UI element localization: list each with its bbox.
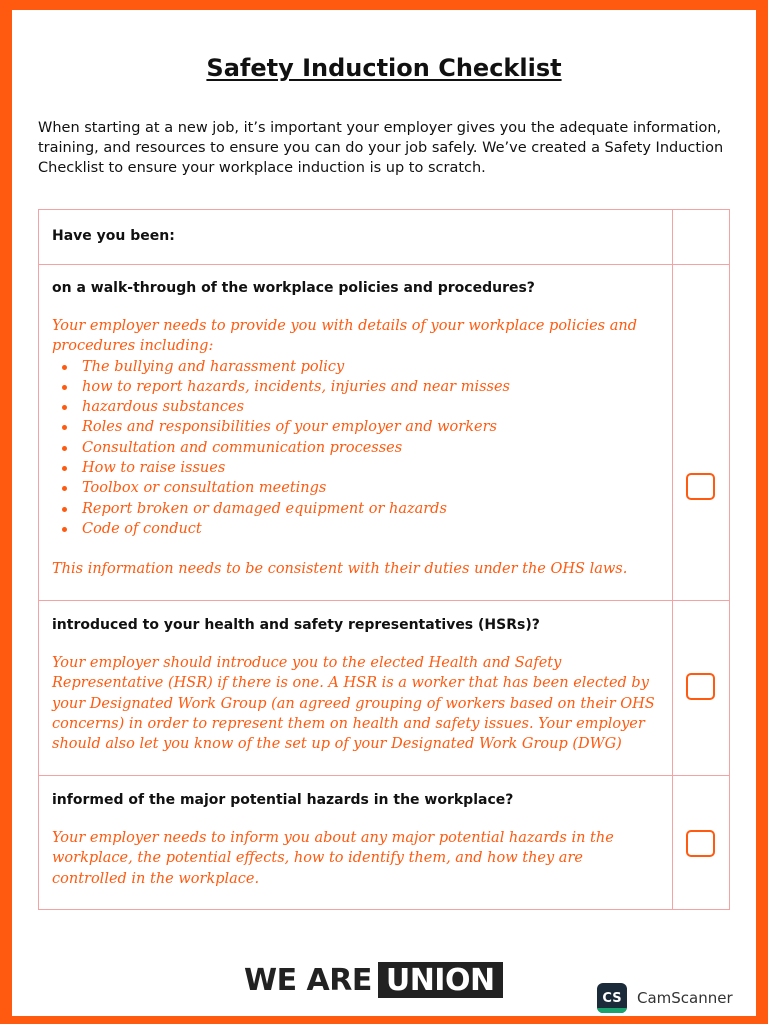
list-item: Toolbox or consultation meetings	[52, 478, 662, 498]
header-cell	[39, 210, 673, 265]
description-3: Your employer needs to inform you about any major potential hazards in the workplace, the potential effects, how to identify them, and how they are controlled in the workplace.	[52, 830, 614, 887]
bullet-icon	[62, 527, 67, 532]
check-cell	[673, 776, 730, 910]
check-cell	[673, 265, 730, 601]
bullet-list	[52, 357, 662, 540]
camscanner-icon: CS	[597, 983, 627, 1013]
bullet-icon	[62, 385, 67, 390]
table-row	[39, 776, 730, 910]
description-1	[52, 316, 662, 580]
bullet-icon	[62, 486, 67, 491]
bullet-icon	[62, 466, 67, 471]
bullet-icon	[62, 446, 67, 451]
checkbox-policies-walkthrough[interactable]	[686, 473, 715, 500]
checklist-header: Have you been:	[52, 228, 175, 244]
check-cell	[673, 601, 730, 776]
question-3: informed of the major potential hazards in the workplace?	[52, 792, 514, 808]
question-1: on a walk-through of the workplace policies and procedures?	[52, 280, 535, 296]
page-title: Safety Induction Checklist	[206, 54, 562, 82]
camscanner-watermark	[597, 983, 733, 1013]
description-1-text: Your employer needs to provide you with details of your workplace policies and procedures including:	[52, 318, 637, 355]
list-item: How to raise issues	[52, 458, 662, 478]
list-item: The bullying and harassment policy	[52, 357, 662, 377]
question-2: introduced to your health and safety representatives (HSRs)?	[52, 617, 540, 633]
table-header-row	[39, 210, 730, 265]
bullet-icon	[62, 405, 67, 410]
description-2: Your employer should introduce you to the elected Health and Safety Representative (HSR) if there is one. A HSR is a worker that has been elected by your Designated Work Group (an agreed grouping of workers based on their OHS concerns) in order to represent them on health and safety issues. Your employer should also let you know of the set up of your Designated Work Group (DWG)	[52, 655, 655, 753]
bullet-icon	[62, 365, 67, 370]
question-cell	[39, 601, 673, 776]
question-cell	[39, 265, 673, 601]
description-1-footnote: This information needs to be consistent with their duties under the OHS laws.	[52, 561, 628, 578]
bullet-icon	[62, 425, 67, 430]
list-item: hazardous substances	[52, 397, 662, 417]
checkbox-hsr-introduction[interactable]	[686, 673, 715, 700]
list-item: Report broken or damaged equipment or hazards	[52, 499, 662, 519]
camscanner-name: CamScanner	[637, 989, 733, 1007]
question-cell	[39, 776, 673, 910]
list-item: Consultation and communication processes	[52, 438, 662, 458]
intro-paragraph: When starting at a new job, it’s important your employer gives you the adequate information, training, and resources to ensure you can do your job safely. We’ve created a Safety Induction Checklist to ensure your workplace induction is up to scratch.	[38, 120, 724, 176]
list-item: Roles and responsibilities of your employer and workers	[52, 417, 662, 437]
list-item: Code of conduct	[52, 519, 662, 539]
logo-union: UNION	[378, 962, 503, 998]
table-row	[39, 601, 730, 776]
list-item: how to report hazards, incidents, injuries and near misses	[52, 377, 662, 397]
header-check-cell	[673, 210, 730, 265]
bullet-icon	[62, 507, 67, 512]
we-are-union-logo	[244, 962, 503, 998]
checklist-table	[38, 209, 730, 910]
logo-we-are: WE ARE	[244, 962, 372, 998]
checkbox-major-hazards[interactable]	[686, 830, 715, 857]
table-row	[39, 265, 730, 601]
